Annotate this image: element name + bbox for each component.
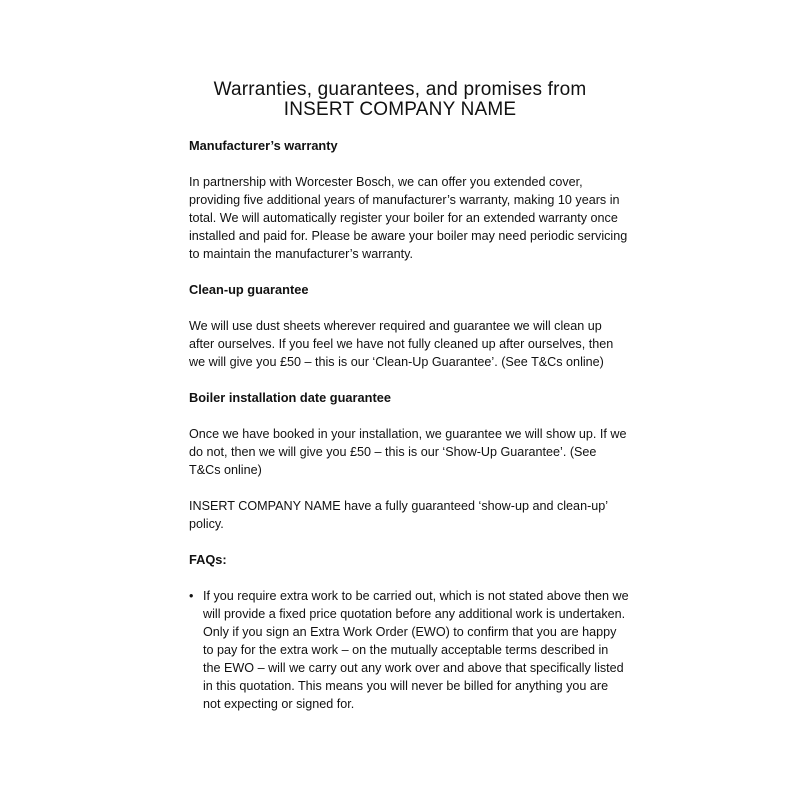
title-line-1: Warranties, guarantees, and promises from bbox=[213, 79, 587, 100]
document-title bbox=[150, 80, 650, 120]
manufacturer-warranty-text: In partnership with Worcester Bosch, we can offer you extended cover, providing five additional years of manufacturer’s warranty, making 10 years in total. We will automatically register your boiler for an extended warranty once installed and paid for. Please be aware your boiler may need periodic servicing to maintain the manufacturer’s warranty. bbox=[189, 175, 628, 261]
installation-date-guarantee-heading: Boiler installation date guarantee bbox=[189, 390, 391, 405]
faq-list bbox=[189, 587, 629, 713]
bullet-icon: • bbox=[189, 589, 194, 603]
faq-item-text: If you require extra work to be carried out, which is not stated above then we will provide a fixed price quotation before any additional work is undertaken. Only if you sign an Extra Work Order (EWO) to confirm that you are happy to pay for the extra work – on the mutually acceptable terms described in the EWO – will we carry out any work over and above that specifically listed in this quotation. This means you will never be billed for anything you are not expecting or signed for. bbox=[203, 589, 629, 711]
faqs-heading: FAQs: bbox=[189, 552, 227, 567]
document-body bbox=[189, 137, 629, 713]
faq-item bbox=[189, 587, 629, 713]
cleanup-guarantee-text: We will use dust sheets wherever required and guarantee we will clean up after ourselves. If you feel we have not fully cleaned up after ourselves, then we will give you £50 – this is our ‘Clean-Up Guarantee’. (See T&Cs online) bbox=[189, 319, 614, 369]
installation-date-guarantee-text: Once we have booked in your installation, we guarantee we will show up. If we do not, then we will give you £50 – this is our ‘Show-Up Guarantee’. (See T&Cs online) bbox=[189, 427, 627, 477]
cleanup-guarantee-heading: Clean-up guarantee bbox=[189, 282, 309, 297]
title-line-2: INSERT COMPANY NAME bbox=[283, 99, 517, 120]
manufacturer-warranty-heading: Manufacturer’s warranty bbox=[189, 138, 338, 153]
policy-statement: INSERT COMPANY NAME have a fully guaranteed ‘show-up and clean-up’ policy. bbox=[189, 499, 608, 531]
